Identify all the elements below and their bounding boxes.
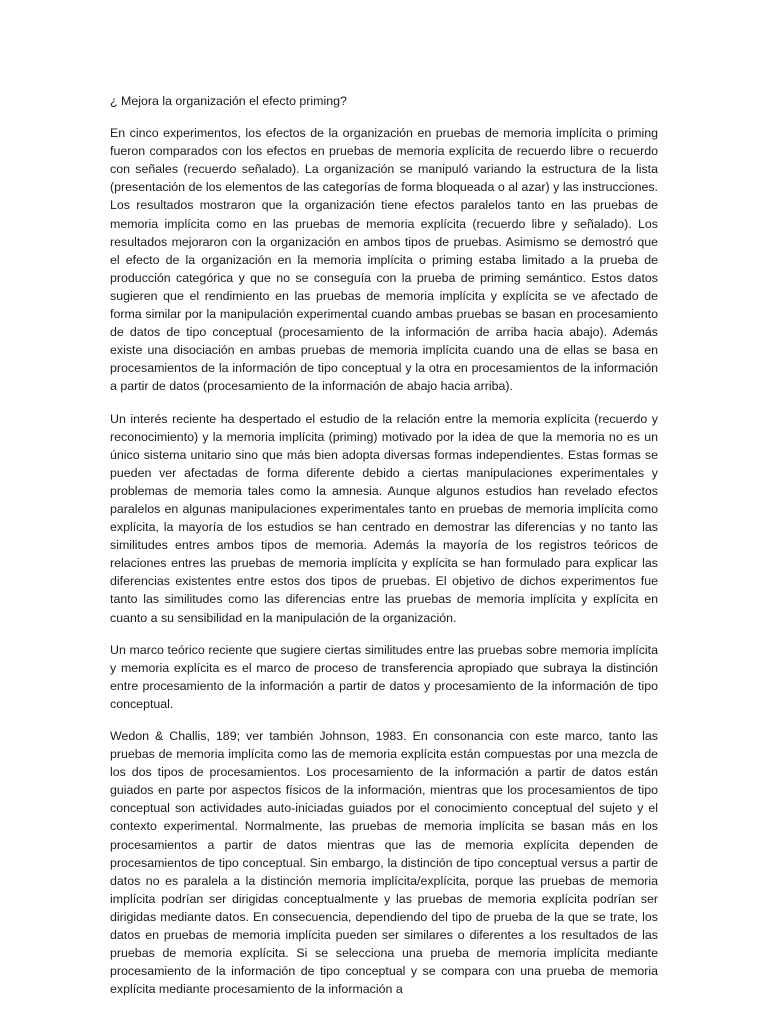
- paragraph-2: Un interés reciente ha despertado el estudio de la relación entre la memoria explícita (recuerdo y reconocimiento) y la memoria implícita (priming) motivado por la idea de que la memoria no es un único sistema unitario sino que más bien adopta diversas formas independientes. Estas formas se pueden ver afectadas de forma diferente debido a ciertas manipulaciones experimentales y problemas de memoria tales como la amnesia. Aunque algunos estudios han revelado efectos paralelos en algunas manipulaciones experimentales tanto en pruebas de memoria implícita como explícita, la mayoría de los estudios se han centrado en demostrar las diferencias y no tanto las similitudes entres ambos tipos de memoria. Además la mayoría de los registros teóricos de relaciones entres las pruebas de memoria implícita y explícita se han formulado para explicar las diferencias existentes entre estos dos tipos de pruebas. El objetivo de dichos experimentos fue tanto las similitudes como las diferencias entre las pruebas de memoria implícita y explícita en cuanto a su sensibilidad en la manipulación de la organización.: [110, 411, 658, 625]
- paragraph-1: En cinco experimentos, los efectos de la organización en pruebas de memoria implícita o priming fueron comparados con los efectos en pruebas de memoria explícita de recuerdo libre o recuerdo con señales (recuerdo señalado). La organización se manipuló variando la estructura de la lista (presentación de los elementos de las categorías de forma bloqueada o al azar) y las instrucciones. Los resultados mostraron que la organización tiene efectos paralelos tanto en las pruebas de memoria implícita como en las pruebas de memoria explícita (recuerdo libre y señalado). Los resultados mejoraron con la organización en ambos tipos de pruebas. Asimismo se demostró que el efecto de la organización en la memoria implícita o priming estaba limitado a la prueba de producción categórica y que no se conseguía con la prueba de priming semántico. Estos datos sugieren que el rendimiento en las pruebas de memoria implícita y explícita se ve afectado de forma similar por la manipulación experimental cuando ambas pruebas se basan en procesamiento de datos de tipo conceptual (procesamiento de la información de arriba hacia abajo). Además existe una disociación en ambas pruebas de memoria implícita cuando una de ellas se basa en procesamientos de la información de tipo conceptual y la otra en procesamientos de la información a partir de datos (procesamiento de la información de abajo hacia arriba).: [110, 126, 658, 394]
- paragraph-3: Un marco teórico reciente que sugiere ciertas similitudes entre las pruebas sobre memoria implícita y memoria explícita es el marco de proceso de transferencia apropiado que subraya la distinción entre procesamiento de la información a partir de datos y procesamiento de la información de tipo conceptual.: [110, 642, 658, 711]
- document-title: ¿ Mejora la organización el efecto priming?: [110, 94, 347, 108]
- paragraph-4: Wedon & Challis, 189; ver también Johnson, 1983. En consonancia con este marco, tanto las pruebas de memoria implícita como las de memoria explícita están compuestas por una mezcla de los dos tipos de procesamientos. Los procesamiento de la información a partir de datos están guiados en parte por aspectos físicos de la información, mientras que los procesamientos de tipo conceptual son actividades auto-iniciadas guiados por el conocimiento conceptual del sujeto y el contexto experimental. Normalmente, las pruebas de memoria implícita se basan más en los procesamientos a partir de datos mientras que las de memoria explícita dependen de procesamientos de tipo conceptual. Sin embargo, la distinción de tipo conceptual versus a partir de datos no es paralela a la distinción memoria implícita/explícita, porque las pruebas de memoria implícita podrían ser dirigidas conceptualmente y las pruebas de memoria explícita podrían ser dirigidas mediante datos. En consecuencia, dependiendo del tipo de prueba de la que se trate, los datos en pruebas de memoria implícita pueden ser similares o diferentes a los resultados de las pruebas de memoria explícita. Si se selecciona una prueba de memoria implícita mediante procesamiento de la información de tipo conceptual y se compara con una prueba de memoria explícita mediante procesamiento de la información a: [110, 729, 658, 997]
- document-body: [110, 92, 658, 1012]
